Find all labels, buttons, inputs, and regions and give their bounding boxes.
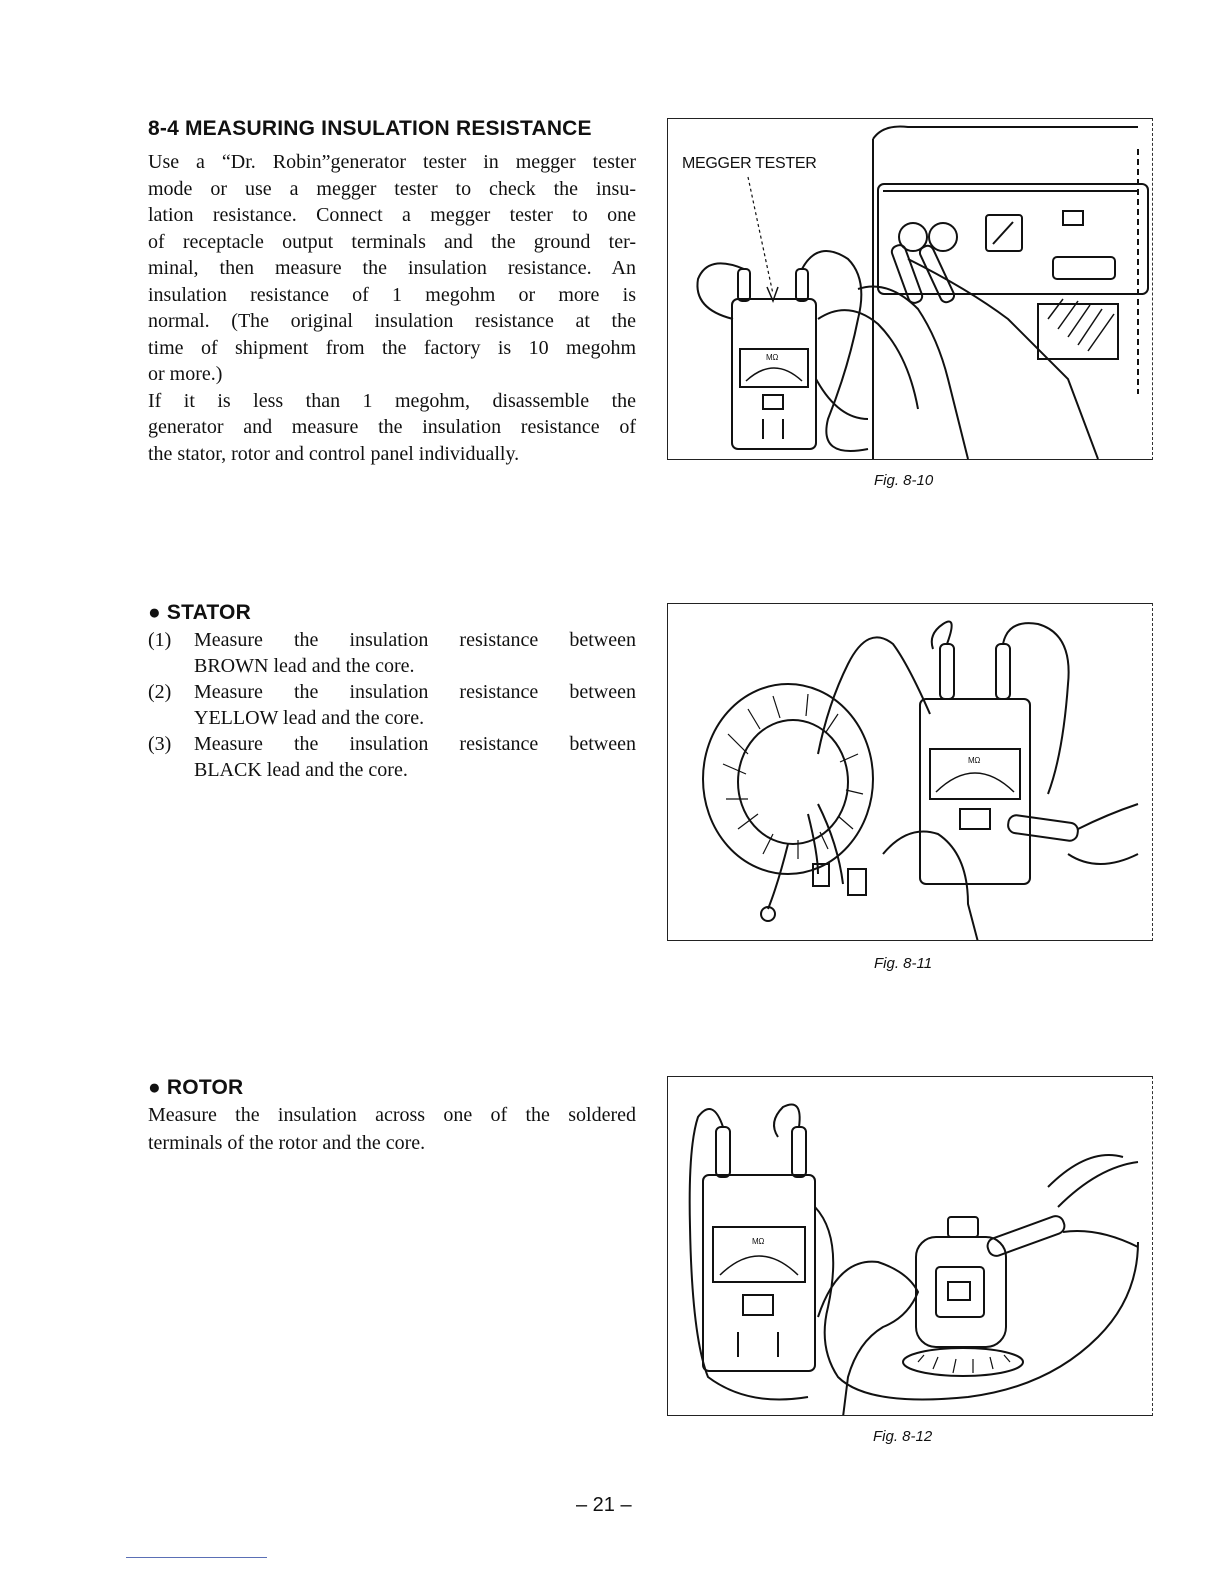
body-line: Measure the insulation across one of the soldered — [148, 1104, 636, 1126]
item-line: Measure the insulation resistance between — [194, 629, 636, 651]
page-number: – 21 – — [576, 1494, 632, 1516]
meter-scale-label: MΩ — [766, 353, 779, 362]
figure-8-12-caption: Fig. 8-12 — [873, 1428, 933, 1445]
body-line: generator and measure the insulation resistance of — [148, 416, 636, 438]
rotor-body — [148, 1101, 636, 1157]
body-line: terminals of the rotor and the core. — [148, 1132, 426, 1154]
body-line: or more.) — [148, 363, 223, 385]
footer-rule — [126, 1557, 267, 1558]
item-line: YELLOW lead and the core. — [194, 707, 425, 729]
body-line: If it is less than 1 megohm, disassemble the — [148, 389, 636, 412]
item-line: BROWN lead and the core. — [194, 655, 415, 677]
figure-8-11-caption: Fig. 8-11 — [874, 955, 933, 972]
section-title: 8-4 MEASURING INSULATION RESISTANCE — [148, 117, 592, 140]
list-item — [148, 627, 636, 679]
body-line: minal, then measure the insulation resistance. An — [148, 257, 636, 279]
body-line: of receptacle output terminals and the ground ter- — [148, 230, 636, 253]
body-line: lation resistance. Connect a megger tester to one — [148, 204, 636, 226]
figure-8-10 — [667, 118, 1153, 460]
body-line: the stator, rotor and control panel individually. — [148, 442, 520, 465]
item-number: (3) — [148, 733, 172, 755]
item-number: (1) — [148, 629, 172, 651]
item-line: BLACK lead and the core. — [194, 759, 408, 781]
meter-scale-label: MΩ — [752, 1237, 765, 1246]
stator-list — [148, 627, 636, 783]
stator-title: ● STATOR — [148, 601, 251, 624]
item-number: (2) — [148, 681, 172, 703]
body-line: time of shipment from the factory is 10 megohm — [148, 336, 636, 359]
figure-8-11 — [667, 603, 1153, 941]
body-line: mode or use a megger tester to check the insu- — [148, 177, 636, 200]
rotor-test-illustration — [668, 1077, 1153, 1416]
item-line: Measure the insulation resistance between — [194, 733, 636, 755]
body-line: normal. (The original insulation resistance at the — [148, 310, 636, 332]
list-item — [148, 679, 636, 731]
stator-test-illustration — [668, 604, 1153, 941]
rotor-title: ● ROTOR — [148, 1076, 244, 1099]
figure-8-10-caption: Fig. 8-10 — [874, 472, 934, 489]
section-body — [148, 149, 636, 467]
figure-8-12 — [667, 1076, 1153, 1416]
megger-tester-callout: MEGGER TESTER — [682, 155, 817, 172]
meter-scale-label: MΩ — [968, 756, 981, 765]
body-line: insulation resistance of 1 megohm or more is — [148, 283, 636, 306]
list-item — [148, 731, 636, 783]
item-line: Measure the insulation resistance between — [194, 681, 636, 703]
body-line: Use a “Dr. Robin”generator tester in megger tester — [148, 151, 636, 173]
